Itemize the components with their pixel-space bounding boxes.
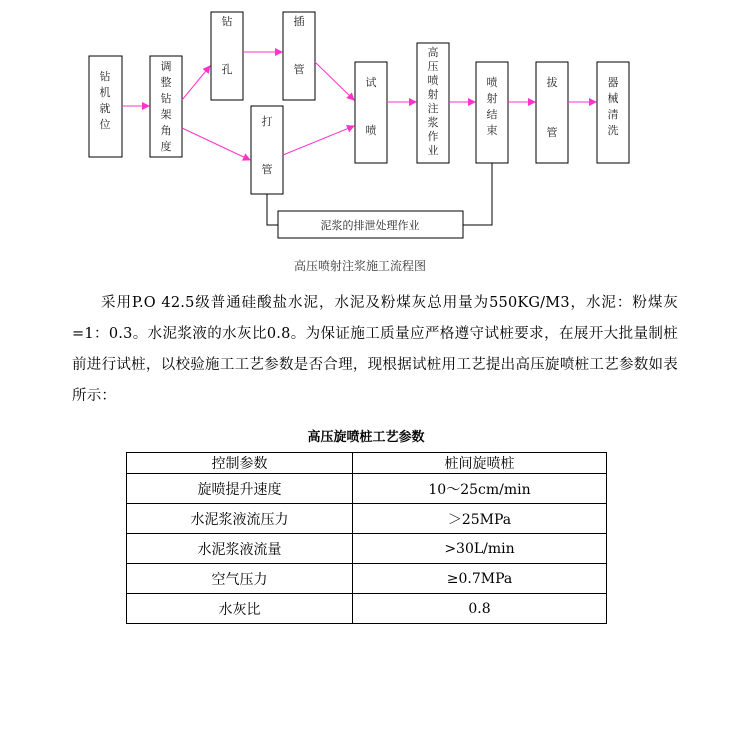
param-name: 水泥浆液流量 <box>127 534 353 564</box>
param-value: >30L/min <box>353 534 607 564</box>
flow-box-label-b4: 插 <box>293 15 305 28</box>
param-value: ≥0.7MPa <box>353 564 607 594</box>
flow-box-label-b9: 拔 <box>546 76 558 89</box>
flow-box-label-b7: 喷 <box>427 74 439 87</box>
flow-box-label-b7: 压 <box>427 60 439 73</box>
flow-box-label-b2: 架 <box>160 108 172 121</box>
parameter-table <box>126 452 607 624</box>
description-paragraph <box>72 288 678 412</box>
flow-box-label-b9: 管 <box>546 126 558 139</box>
flowchart-caption: 高压喷射注浆施工流程图 <box>293 259 427 273</box>
flow-box-label-b6: 试 <box>365 76 377 89</box>
param-name: 旋喷提升速度 <box>127 474 353 504</box>
flow-box-label-b1: 钻 <box>99 70 111 83</box>
flow-box-label-b7: 浆 <box>427 116 439 129</box>
flow-box-label-b3: 孔 <box>221 63 233 76</box>
header-control-parameter: 控制参数 <box>127 453 353 474</box>
table-row <box>127 504 607 534</box>
paragraph-text: 采用P.O 42.5级普通硅酸盐水泥，水泥及粉煤灰总用量为550KG/M3，水泥：粉煤灰=1：0.3。水泥浆液的水灰比0.8。为保证施工质量应严格遵守试桩要求，在展开大批量制桩前进行试桩，以校验施工工艺参数是否合理，现根据试桩用工艺提出高压旋喷桩工艺参数如表所示： <box>72 295 678 404</box>
param-value: ＞25MPa <box>353 504 607 534</box>
arrow-b2-b5 <box>182 128 250 160</box>
arrow-b2-b3 <box>182 66 210 100</box>
flow-box-label-b2: 角 <box>160 124 172 137</box>
flow-box-label-b8: 束 <box>486 124 498 137</box>
flow-box-label-b10: 械 <box>607 92 619 105</box>
table-row <box>127 534 607 564</box>
flow-box-label-b7: 业 <box>427 144 439 157</box>
flow-box-label-b7: 作 <box>427 130 439 143</box>
construction-flowchart <box>0 0 752 280</box>
flow-box-label-b8: 射 <box>486 92 498 105</box>
header-pile-jet: 桩间旋喷桩 <box>353 453 607 474</box>
flow-box-label-b7: 射 <box>427 88 439 101</box>
flow-box-label-b10: 洗 <box>607 124 619 137</box>
flow-box-label-b10: 器 <box>607 76 619 89</box>
flow-box-label-b1: 机 <box>99 86 111 99</box>
flow-box-label-b7: 高 <box>427 46 439 59</box>
flow-box-label-b7: 注 <box>427 102 439 115</box>
table-row <box>127 564 607 594</box>
flow-box-label-b8: 喷 <box>486 76 498 89</box>
flow-box-label-b2: 钻 <box>160 92 172 105</box>
flow-box-label-b8: 结 <box>486 108 498 121</box>
flow-box-label-b2: 度 <box>160 140 172 153</box>
table-row <box>127 594 607 624</box>
param-value: 10～25cm/min <box>353 474 607 504</box>
flow-box-label-b6: 喷 <box>365 124 377 137</box>
arrow-b5-b6 <box>283 126 354 155</box>
table-row <box>127 474 607 504</box>
flow-box-label-b5: 打 <box>261 115 273 128</box>
drain-label: 泥浆的排泄处理作业 <box>320 219 420 232</box>
table-title: 高压旋喷桩工艺参数 <box>307 430 425 445</box>
flow-box-label-b10: 清 <box>607 108 619 121</box>
flow-box-label-b1: 就 <box>99 102 111 115</box>
arrow-b4-b6 <box>315 62 354 100</box>
param-name: 水灰比 <box>127 594 353 624</box>
flow-box-label-b1: 位 <box>99 118 111 131</box>
table-header-row <box>127 453 607 474</box>
flow-box-label-b3: 钻 <box>221 15 233 28</box>
param-name: 水泥浆液流压力 <box>127 504 353 534</box>
param-value: 0.8 <box>353 594 607 624</box>
flow-box-label-b5: 管 <box>261 163 273 176</box>
param-name: 空气压力 <box>127 564 353 594</box>
flow-box-label-b2: 调 <box>160 60 172 73</box>
flow-box-label-b2: 整 <box>160 76 172 89</box>
flow-box-label-b4: 管 <box>293 63 305 76</box>
